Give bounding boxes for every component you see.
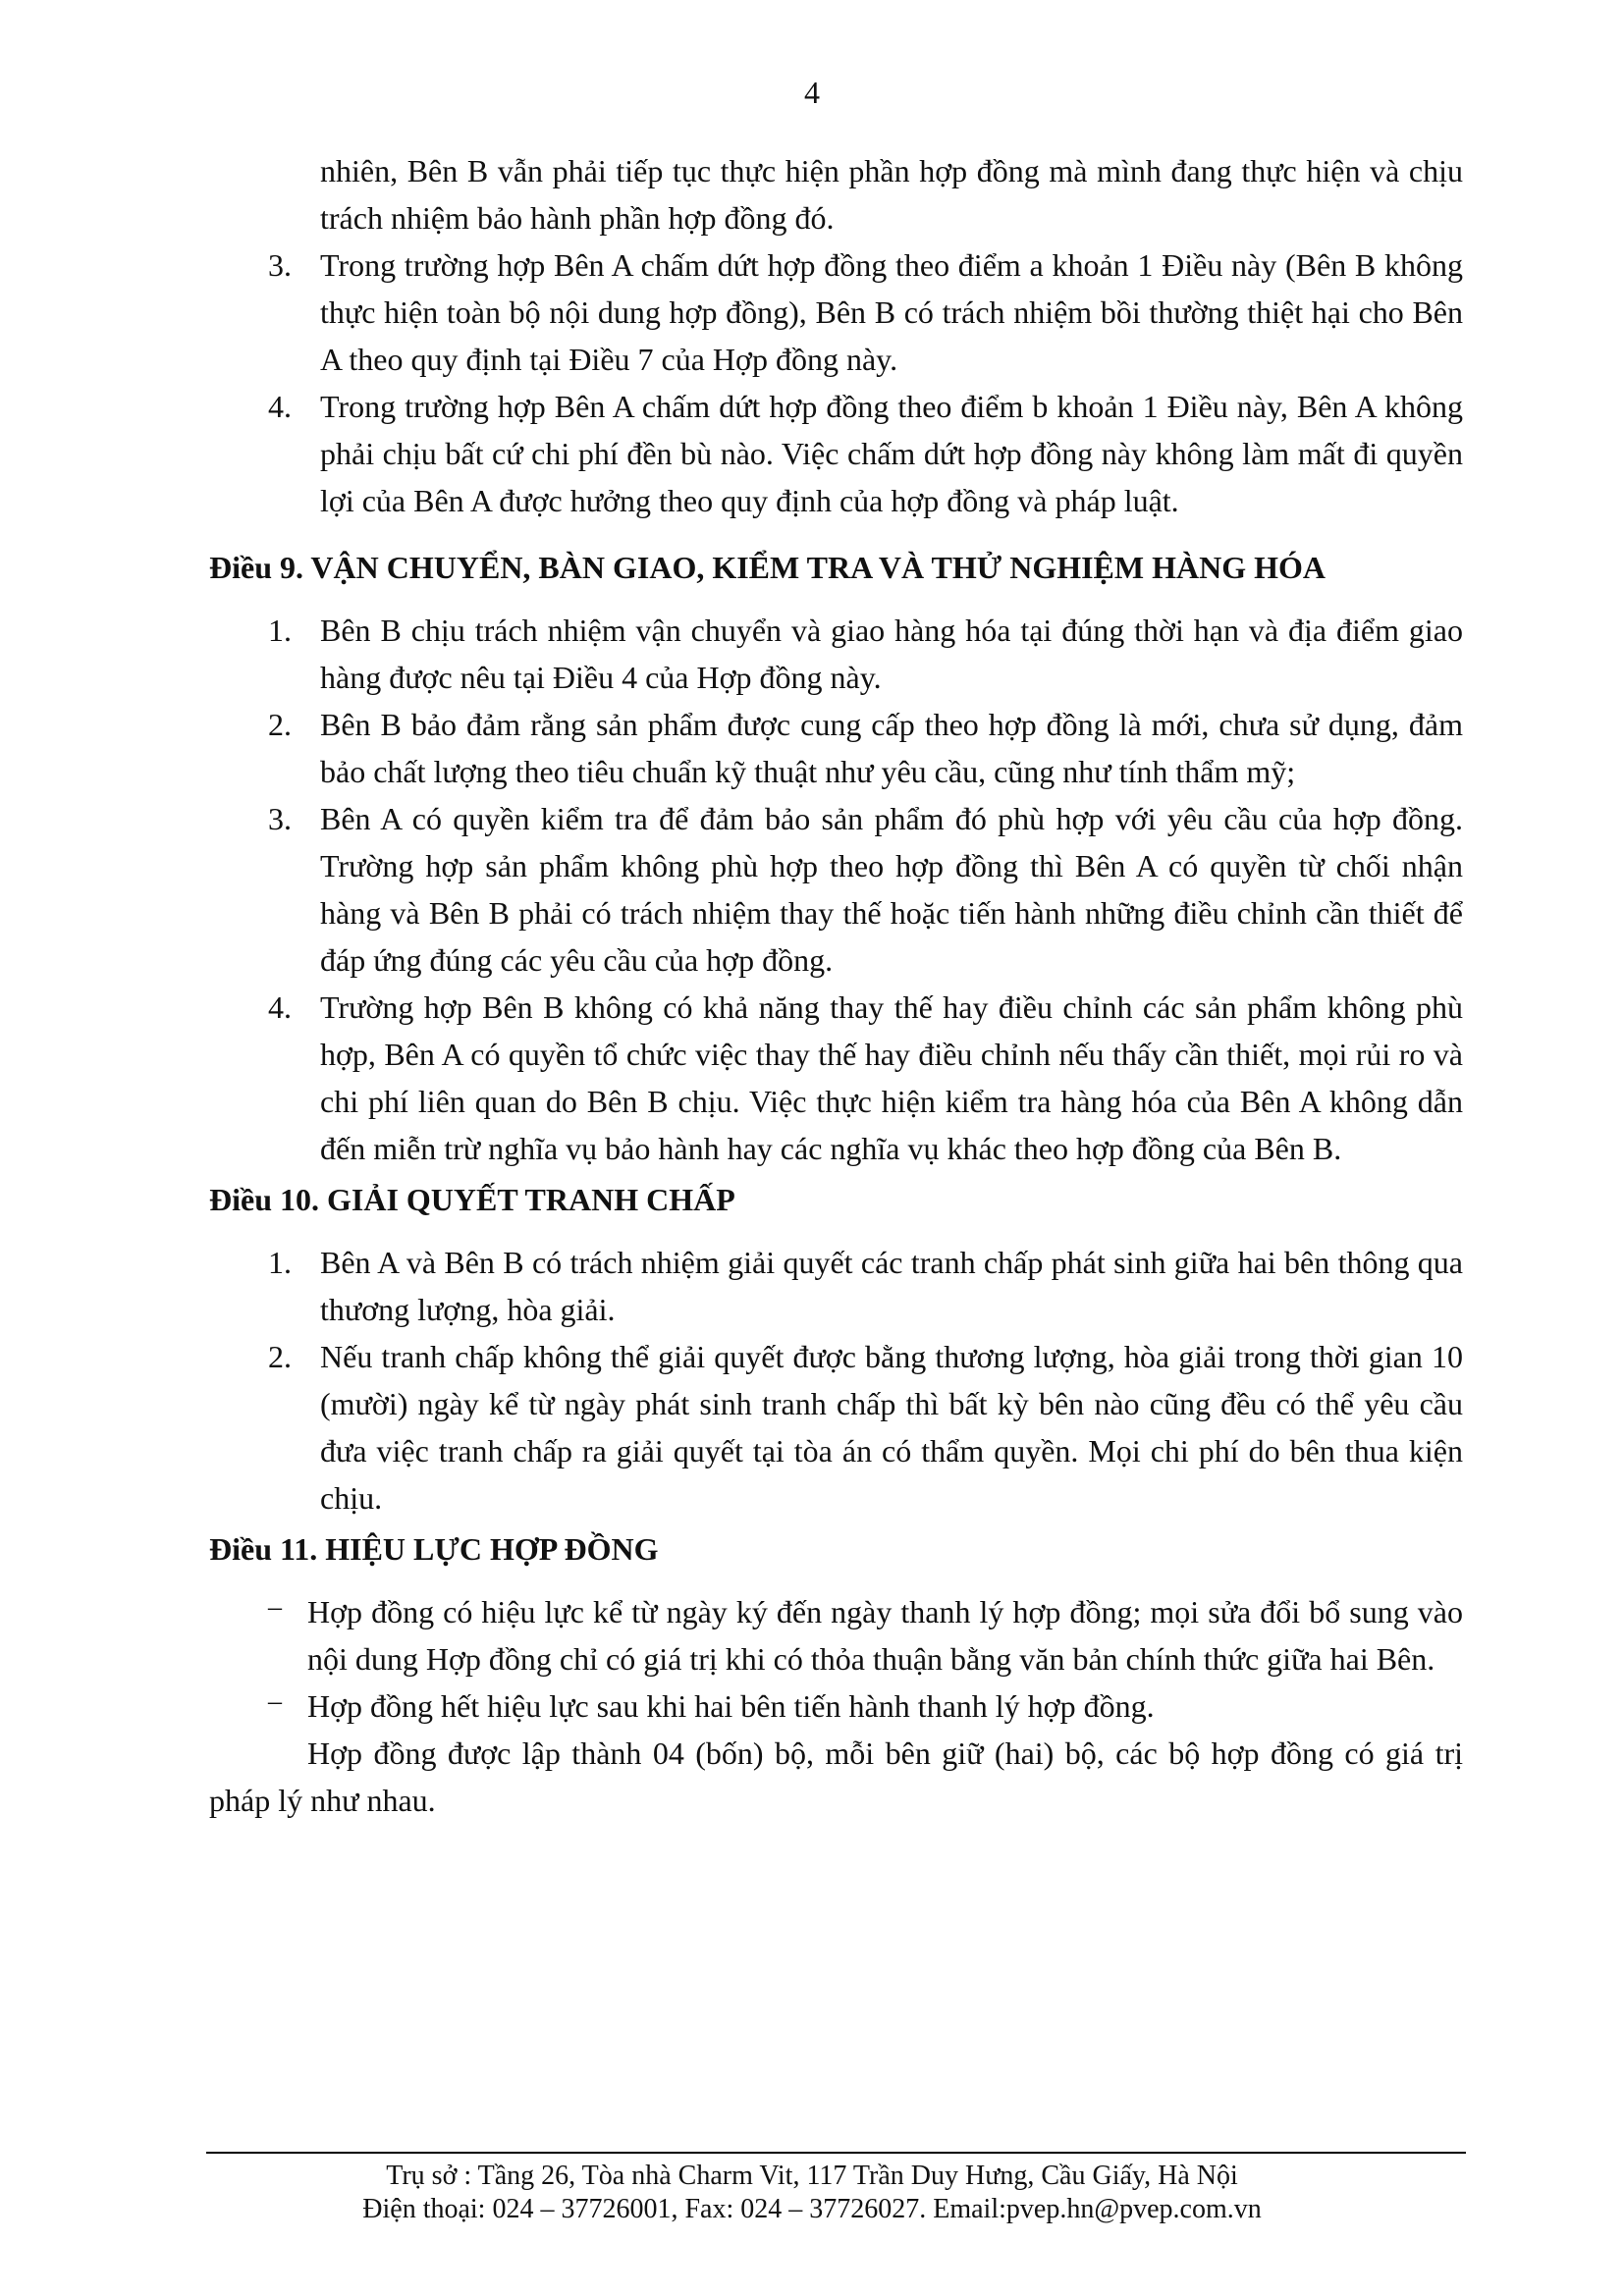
section8-list [209,241,1463,524]
section10-heading: Điều 10. GIẢI QUYẾT TRANH CHẤP [209,1182,735,1217]
section9-title: Điều 9. VẬN CHUYỂN, BÀN GIAO, KIỂM TRA VÀ THỬ NGHIỆM HÀNG HÓA [209,550,1326,585]
closing-paragraph: Hợp đồng được lập thành 04 (bốn) bộ, mỗi bên giữ (hai) bộ, các bộ hợp đồng có giá trị pháp lý như nhau. [209,1735,1463,1818]
continuation-paragraph: nhiên, Bên B vẫn phải tiếp tục thực hiện phần hợp đồng mà mình đang thực hiện và chịu trách nhiệm bảo hành phần hợp đồng đó. [320,153,1463,236]
list-item [209,984,1463,1172]
section9-heading [209,544,1463,591]
footer-contact: Điện thoại: 024 – 37726001, Fax: 024 – 37726027. Email:pvep.hn@pvep.com.vn [362,2194,1262,2224]
page-number: 4 [804,75,820,110]
footer [0,2160,1624,2226]
footer-divider [206,2152,1466,2154]
list-number: 4. [268,389,292,424]
section10-list [209,1239,1463,1522]
list-item [209,383,1463,524]
list-text: Bên B chịu trách nhiệm vận chuyển và giao hàng hóa tại đúng thời hạn và địa điểm giao hàng được nêu tại Điều 4 của Hợp đồng này. [320,613,1463,695]
list-item [209,1682,1463,1730]
list-text: Hợp đồng có hiệu lực kể từ ngày ký đến ngày thanh lý hợp đồng; mọi sửa đổi bổ sung vào nội dung Hợp đồng chỉ có giá trị khi có thỏa thuận bằng văn bản chính thức giữa hai Bên. [307,1594,1463,1677]
list-item [209,241,1463,383]
list-item [209,607,1463,701]
list-text: Hợp đồng hết hiệu lực sau khi hai bên tiến hành thanh lý hợp đồng. [307,1688,1155,1724]
dash-bullet: – [268,1686,282,1717]
list-number: 1. [268,613,292,648]
document-body [209,147,1463,1824]
list-text: Trong trường hợp Bên A chấm dứt hợp đồng theo điểm b khoản 1 Điều này, Bên A không phải chịu bất cứ chi phí đền bù nào. Việc chấm dứt hợp đồng này không làm mất đi quyền lợi của Bên A được hưởng theo quy định của hợp đồng và pháp luật. [320,389,1463,518]
list-text: Bên B bảo đảm rằng sản phẩm được cung cấp theo hợp đồng là mới, chưa sử dụng, đảm bảo chất lượng theo tiêu chuẩn kỹ thuật như yêu cầu, cũng như tính thẩm mỹ; [320,707,1463,789]
list-item [209,1333,1463,1522]
list-text: Trường hợp Bên B không có khả năng thay thế hay điều chỉnh các sản phẩm không phù hợp, Bên A có quyền tổ chức việc thay thế hay điều chỉnh nếu thấy cần thiết, mọi rủi ro và chi phí liên quan do Bên B chịu. Việc thực hiện kiểm tra hàng hóa của Bên A không dẫn đến miễn trừ nghĩa vụ bảo hành hay các nghĩa vụ khác theo hợp đồng của Bên B. [320,989,1463,1166]
list-number: 2. [268,1339,292,1374]
section11-list [209,1588,1463,1730]
footer-address: Trụ sở : Tầng 26, Tòa nhà Charm Vit, 117 Trần Duy Hưng, Cầu Giấy, Hà Nội [386,2161,1238,2191]
list-item [209,1239,1463,1333]
list-item [209,795,1463,984]
list-number: 3. [268,801,292,836]
list-text: Nếu tranh chấp không thể giải quyết được bằng thương lượng, hòa giải trong thời gian 10 (mười) ngày kể từ ngày phát sinh tranh chấp thì bất kỳ bên nào cũng đều có thể yêu cầu đưa việc tranh chấp ra giải quyết tại tòa án có thẩm quyền. Mọi chi phí do bên thua kiện chịu. [320,1339,1463,1516]
list-number: 4. [268,989,292,1025]
list-number: 2. [268,707,292,742]
list-text: Bên A có quyền kiểm tra để đảm bảo sản phẩm đó phù hợp với yêu cầu của hợp đồng. Trường hợp sản phẩm không phù hợp theo hợp đồng thì Bên A có quyền từ chối nhận hàng và Bên B phải có trách nhiệm thay thế hoặc tiến hành những điều chỉnh cần thiết để đáp ứng đúng các yêu cầu của hợp đồng. [320,801,1463,978]
section11-heading: Điều 11. HIỆU LỰC HỢP ĐỒNG [209,1531,659,1567]
list-text: Trong trường hợp Bên A chấm dứt hợp đồng theo điểm a khoản 1 Điều này (Bên B không thực hiện toàn bộ nội dung hợp đồng), Bên B có trách nhiệm bồi thường thiệt hại cho Bên A theo quy định tại Điều 7 của Hợp đồng này. [320,247,1463,377]
list-text: Bên A và Bên B có trách nhiệm giải quyết các tranh chấp phát sinh giữa hai bên thông qua thương lượng, hòa giải. [320,1245,1463,1327]
list-item [209,701,1463,795]
list-number: 1. [268,1245,292,1280]
section9-list [209,607,1463,1172]
dash-bullet: – [268,1592,282,1623]
list-number: 3. [268,247,292,283]
list-item [209,1588,1463,1682]
